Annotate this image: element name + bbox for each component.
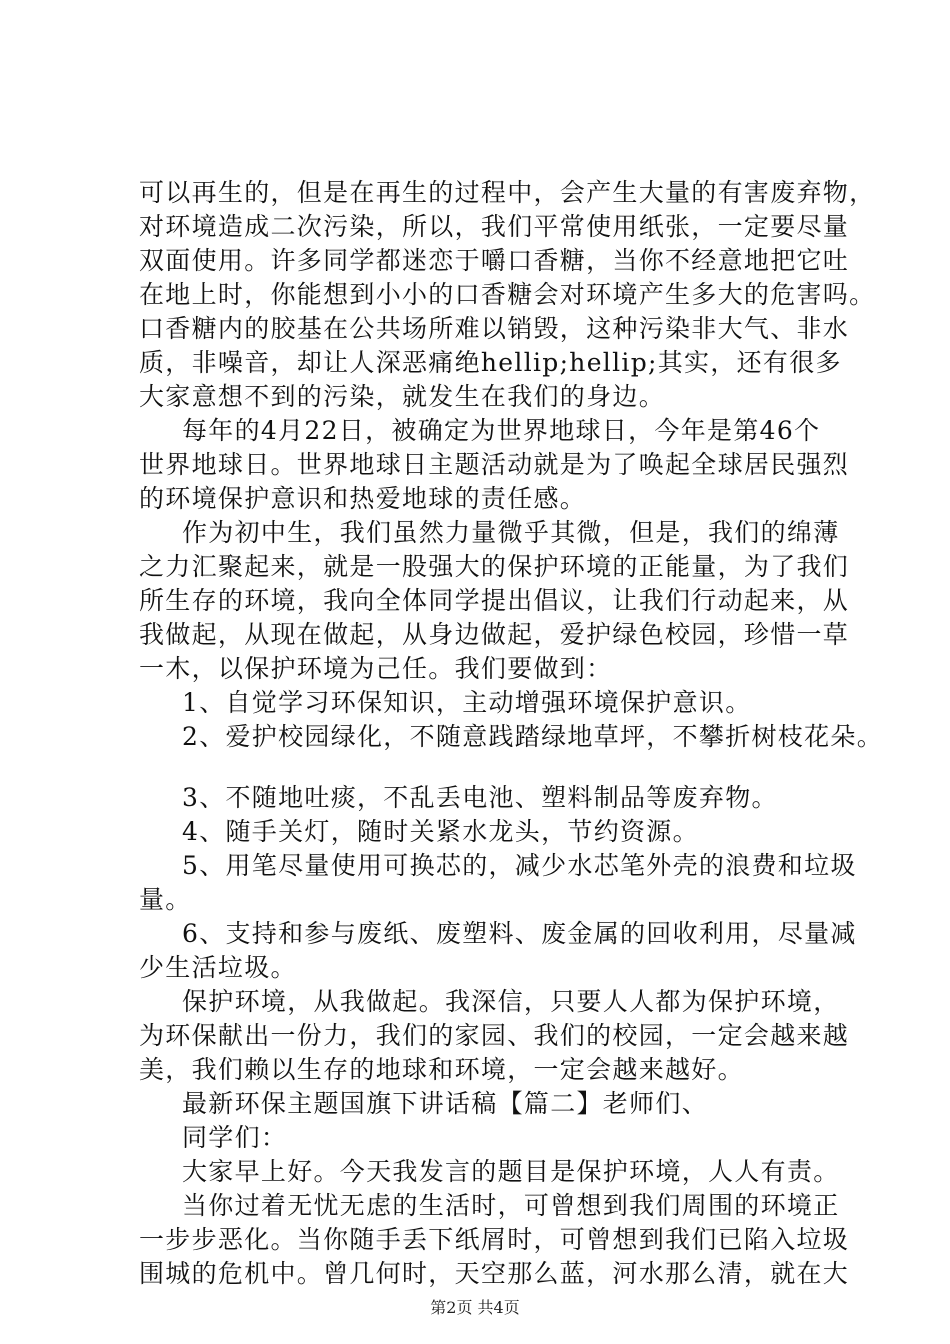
- text-line: 可以再生的，但是在再生的过程中，会产生大量的有害废弃物，: [139, 178, 876, 207]
- text-line: 同学们：: [182, 1123, 288, 1152]
- list-item: 2、爱护校园绿化，不随意践踏绿地草坪，不攀折树枝花朵。: [182, 722, 884, 751]
- text-line: 所生存的环境，我向全体同学提出倡议，让我们行动起来，从: [139, 586, 850, 615]
- text-line: 作为初中生，我们虽然力量微乎其微，但是，我们的绵薄: [182, 518, 840, 547]
- page-number-footer: 第2页 共4页: [430, 1298, 520, 1317]
- text-line: 保护环境，从我做起。我深信，只要人人都为保护环境，: [182, 987, 840, 1016]
- text-line: 当你过着无忧无虑的生活时，可曾想到我们周围的环境正: [182, 1191, 840, 1220]
- text-line: 为环保献出一份力，我们的家园、我们的校园，一定会越来越: [139, 1021, 850, 1050]
- text-line: 少生活垃圾。: [139, 953, 297, 982]
- text-line: 双面使用。许多同学都迷恋于嚼口香糖，当你不经意地把它吐: [139, 246, 850, 275]
- list-item: 1、自觉学习环保知识，主动增强环境保护意识。: [182, 688, 752, 717]
- text-line: 一步步恶化。当你随手丢下纸屑时，可曾想到我们已陷入垃圾: [139, 1225, 850, 1254]
- text-line: 口香糖内的胶基在公共场所难以销毁，这种污染非大气、非水: [139, 314, 850, 343]
- text-line: 的环境保护意识和热爱地球的责任感。: [139, 484, 587, 513]
- text-line: 之力汇聚起来，就是一股强大的保护环境的正能量，为了我们: [139, 552, 850, 581]
- text-line: 质，非噪音，却让人深恶痛绝hellip;hellip;其实，还有很多: [139, 348, 842, 377]
- text-line: 每年的4月22日，被确定为世界地球日，今年是第46个: [182, 416, 821, 445]
- text-line: 大家早上好。今天我发言的题目是保护环境，人人有责。: [182, 1157, 840, 1186]
- text-line: 大家意想不到的污染，就发生在我们的身边。: [139, 382, 666, 411]
- text-line: 围城的危机中。曾几何时，天空那么蓝，河水那么清，就在大: [139, 1259, 850, 1288]
- text-line: 在地上时，你能想到小小的口香糖会对环境产生多大的危害吗。: [139, 280, 876, 309]
- text-line: 我做起，从现在做起，从身边做起，爱护绿色校园，珍惜一草: [139, 620, 850, 649]
- text-line: 对环境造成二次污染，所以，我们平常使用纸张，一定要尽量: [139, 212, 850, 241]
- list-item: 4、随手关灯，随时关紧水龙头，节约资源。: [182, 817, 699, 846]
- text-line: 世界地球日。世界地球日主题活动就是为了唤起全球居民强烈: [139, 450, 850, 479]
- text-line: 美，我们赖以生存的地球和环境，一定会越来越好。: [139, 1055, 744, 1084]
- section-heading: 最新环保主题国旗下讲话稿【篇二】老师们、: [182, 1089, 709, 1118]
- list-item: 5、用笔尽量使用可换芯的，减少水芯笔外壳的浪费和垃圾: [182, 851, 857, 880]
- list-item: 6、支持和参与废纸、废塑料、废金属的回收利用，尽量减: [182, 919, 857, 948]
- list-item: 3、不随地吐痰，不乱丢电池、塑料制品等废弃物。: [182, 783, 778, 812]
- text-line: 一木，以保护环境为己任。我们要做到：: [139, 654, 613, 683]
- text-line: 量。: [139, 885, 192, 914]
